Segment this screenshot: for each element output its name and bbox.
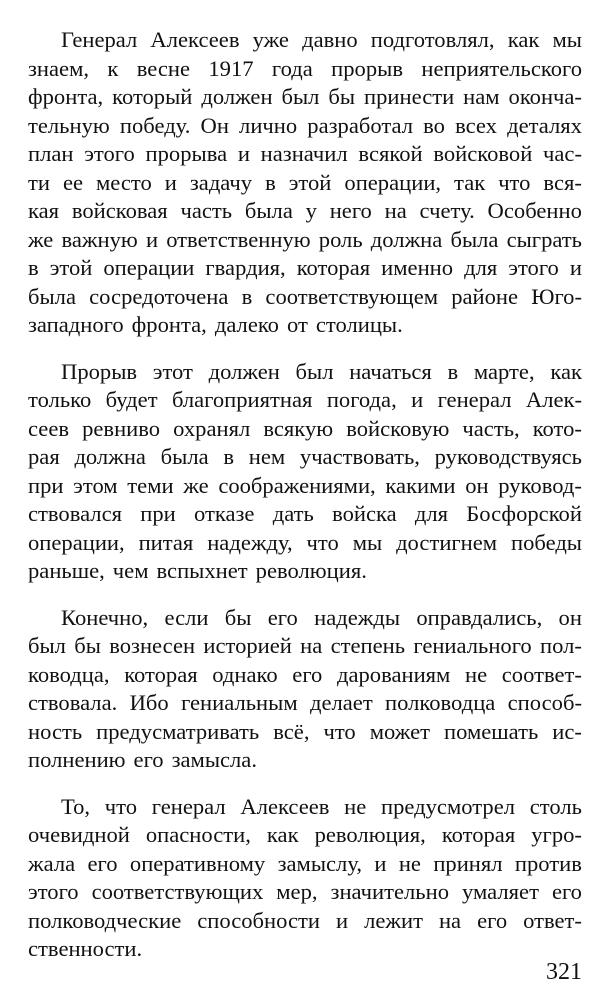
text-line: же важную и ответственную роль должна была сыграть bbox=[28, 226, 582, 252]
text-line: только будет благоприятная погода, и генерал Алек- bbox=[28, 387, 582, 412]
text-line: был бы вознесен историей на степень гениального пол- bbox=[28, 633, 582, 658]
text-line: жала его оперативному замыслу, и не принял против bbox=[28, 850, 582, 876]
text-line: полководческие способности и лежит на его ответ- bbox=[28, 907, 582, 933]
text-line: при этом теми же соображениями, какими он руковод- bbox=[28, 472, 582, 498]
text-line: Генерал Алексеев уже давно подготовлял, как мы bbox=[61, 27, 582, 52]
text-line: сеев ревниво охранял всякую войсковую часть, кото- bbox=[28, 415, 582, 441]
text-line: план этого прорыва и назначил всякой войсковой час- bbox=[28, 141, 582, 166]
text-line: тельную победу. Он лично разработал во всех деталях bbox=[28, 112, 582, 138]
text-line: Прорыв этот должен был начаться в марте, как bbox=[61, 358, 582, 384]
text-line: очевидной опасности, как революция, которая угро- bbox=[28, 822, 582, 847]
text-line: ственности. bbox=[28, 936, 143, 961]
text-line: ти ее место и задачу в этой операции, так что вся- bbox=[28, 169, 582, 195]
body-text bbox=[28, 26, 582, 982]
text-line: раньше, чем вспыхнет революция. bbox=[28, 558, 367, 583]
text-line: Конечно, если бы его надежды оправдались, он bbox=[61, 604, 582, 630]
text-line: была сосредоточена в соответствующем районе Юго- bbox=[28, 283, 582, 309]
paragraph-2 bbox=[28, 358, 582, 586]
text-line: знаем, к весне 1917 года прорыв неприятельского bbox=[28, 55, 582, 81]
text-line: То, что генерал Алексеев не предусмотрел столь bbox=[61, 793, 582, 819]
text-line: в этой операции гвардия, которая именно для этого и bbox=[28, 255, 582, 280]
paragraph-4 bbox=[28, 793, 582, 964]
text-line: фронта, который должен был бы принести нам оконча- bbox=[28, 84, 582, 109]
paragraph-3 bbox=[28, 604, 582, 775]
text-line: западного фронта, далеко от столицы. bbox=[28, 312, 403, 337]
text-line: полнению его замысла. bbox=[28, 747, 257, 772]
text-line: кая войсковая часть была у него на счету. Особенно bbox=[28, 198, 582, 223]
paragraph-1 bbox=[28, 26, 582, 340]
text-line: ствовался при отказе дать войска для Босфорской bbox=[28, 501, 582, 526]
text-line: ководца, которая однако его дарованиям не соответ- bbox=[28, 661, 582, 687]
text-line: ность предусматривать всё, что может помешать ис- bbox=[28, 718, 582, 744]
text-line: рая должна была в нем участвовать, руководствуясь bbox=[28, 444, 582, 469]
text-line: этого соответствующих мер, значительно умаляет его bbox=[28, 879, 582, 904]
page-number: 321 bbox=[546, 959, 582, 985]
text-line: ствовала. Ибо гениальным делает полководца способ- bbox=[28, 690, 582, 715]
text-line: операции, питая надежду, что мы достигнем победы bbox=[28, 529, 582, 555]
